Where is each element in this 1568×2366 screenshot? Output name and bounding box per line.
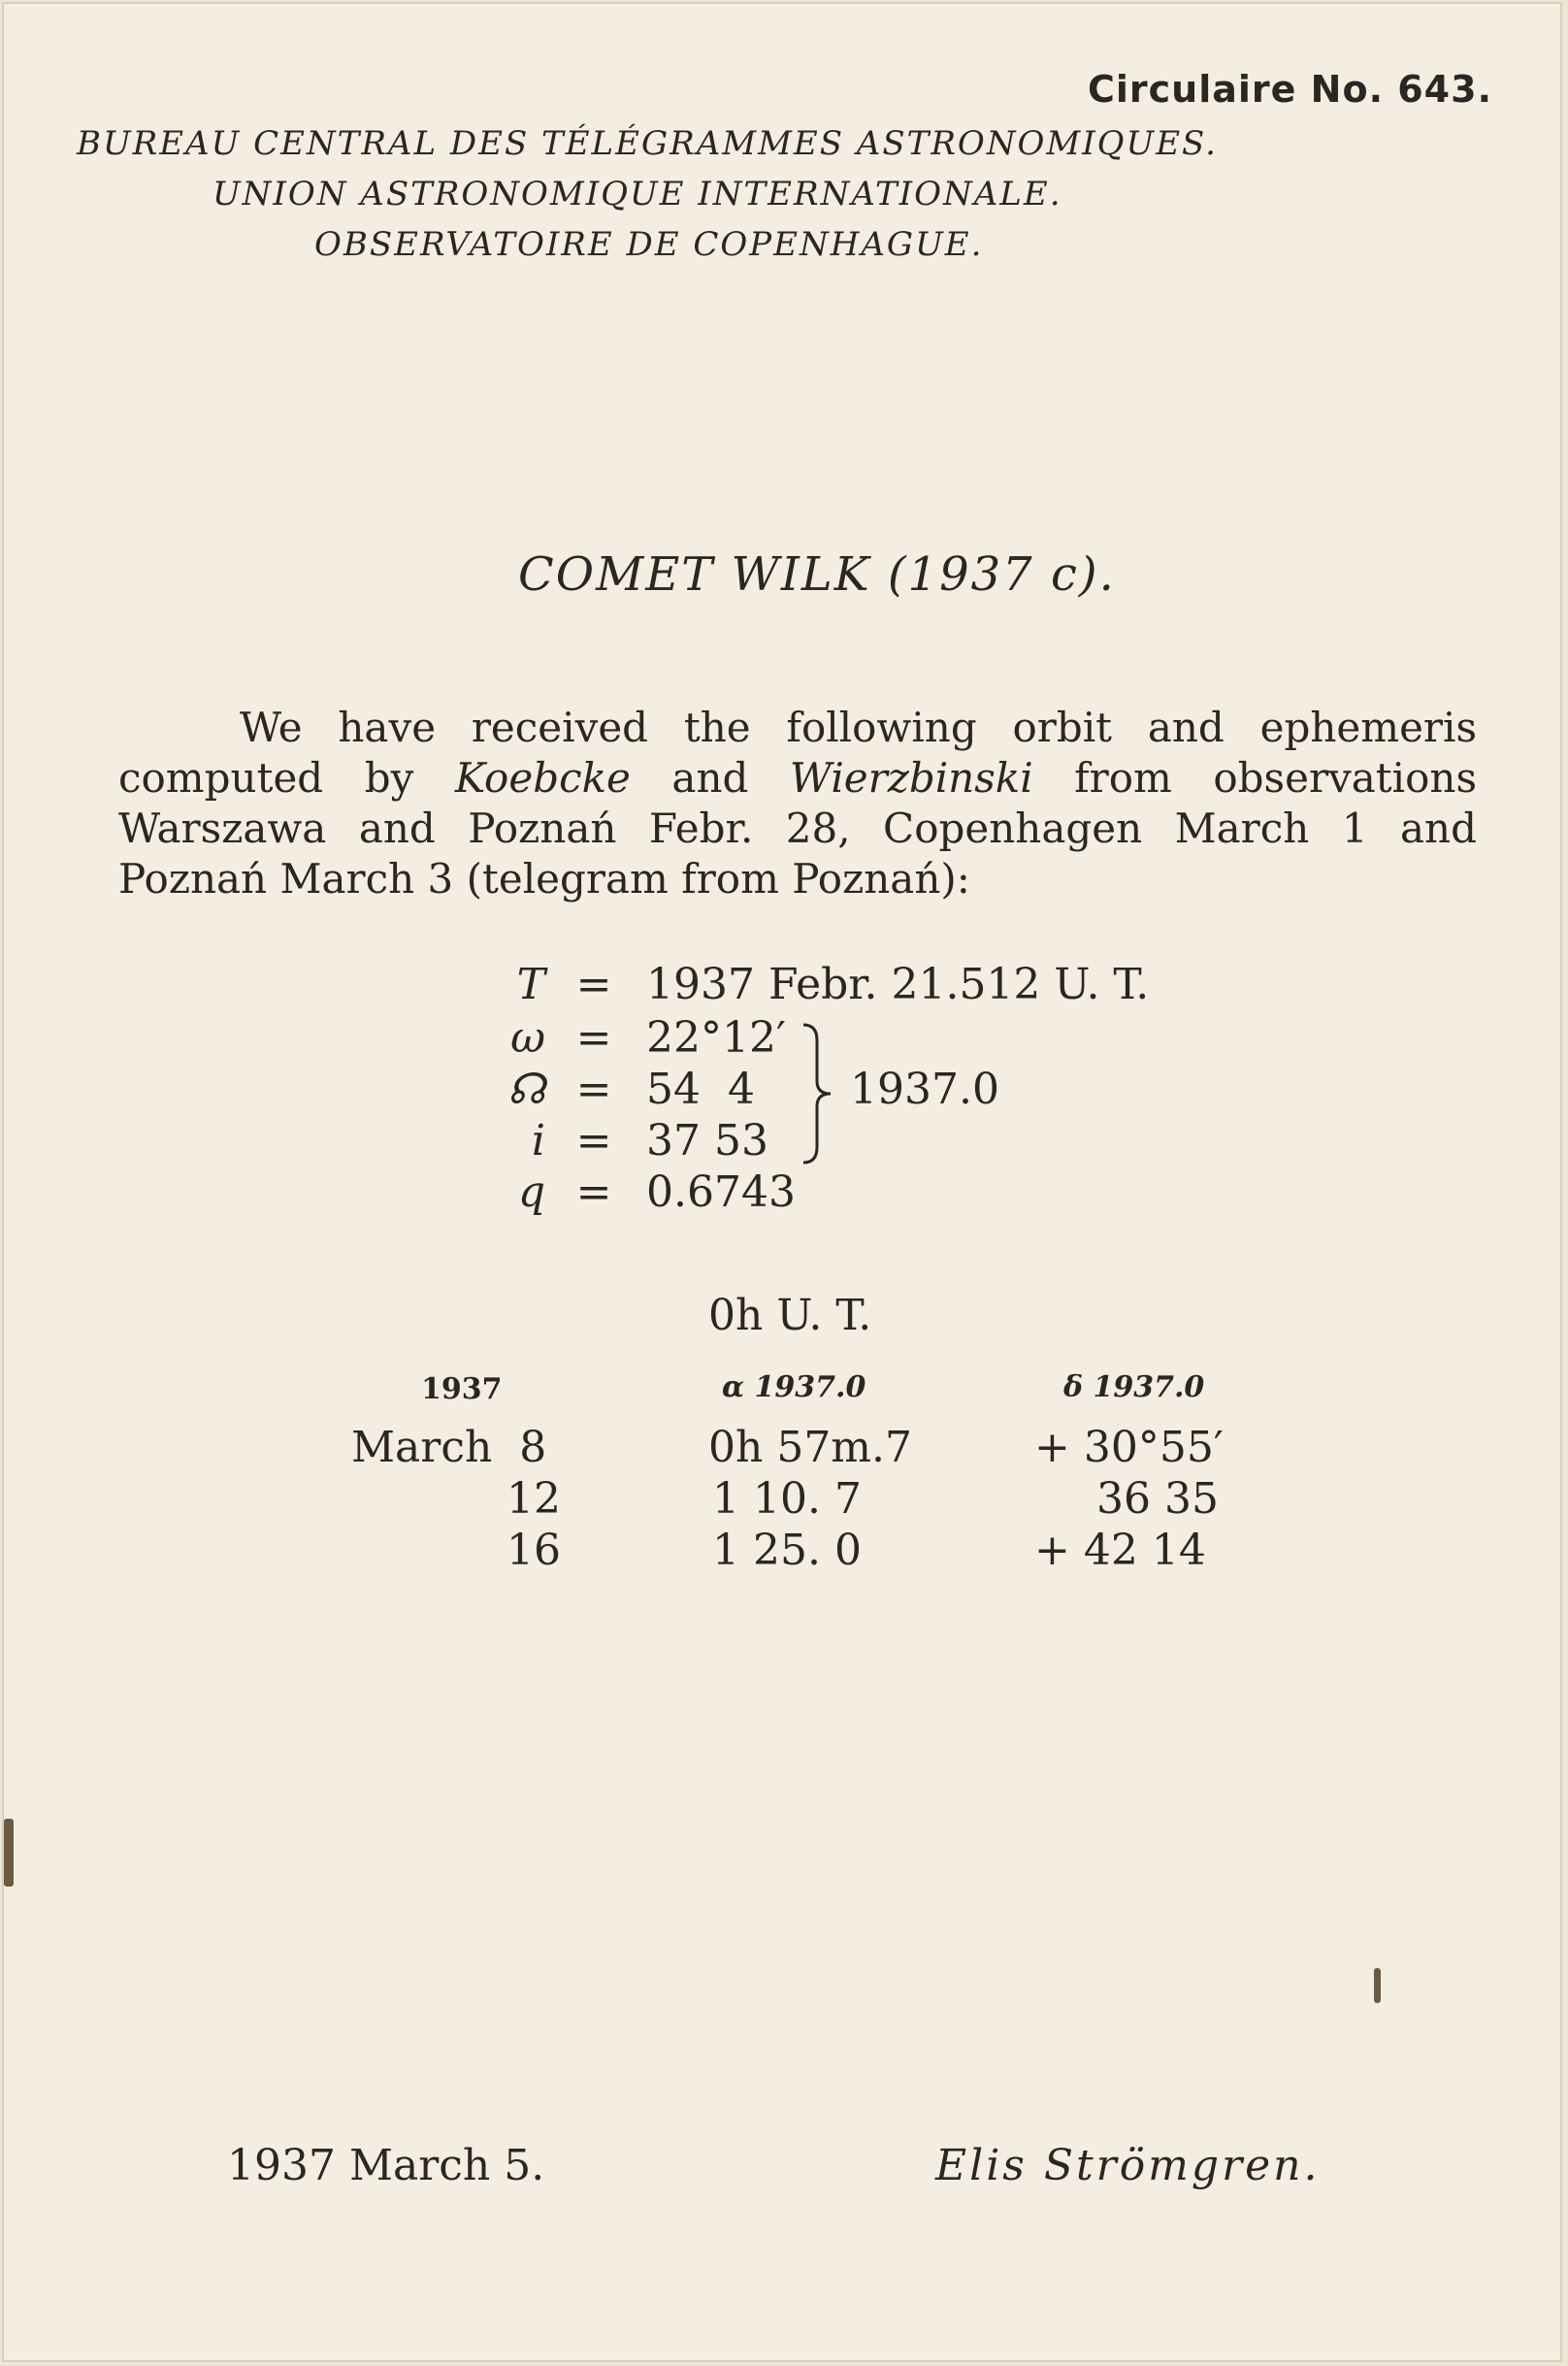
ephemeris-row-dec: + 30°55′ xyxy=(1034,1423,1224,1472)
ephemeris-row-date: 16 xyxy=(506,1526,561,1575)
orbit-brace xyxy=(800,1021,838,1167)
author-wierzbinski: Wierzbinski xyxy=(789,754,1033,802)
ephemeris-row-ra: 1 25. 0 xyxy=(712,1526,862,1575)
orbit-T-symbol: T xyxy=(516,960,545,1009)
footer-signature: Elis Strömgren. xyxy=(935,2141,1321,2190)
ephemeris-row-dec: 36 35 xyxy=(1096,1474,1219,1524)
ephemeris-col-delta: δ 1937.0 xyxy=(1063,1370,1205,1404)
ephemeris-row-ra: 0h 57m.7 xyxy=(708,1423,913,1472)
orbit-q-equals: = xyxy=(575,1167,612,1217)
orbit-incl-symbol: i xyxy=(531,1116,545,1166)
circular-number: Circulaire No. 643. xyxy=(1088,68,1492,111)
footer-date: 1937 March 5. xyxy=(227,2141,545,2190)
ephemeris-row-ra: 1 10. 7 xyxy=(712,1474,862,1524)
body-paragraph xyxy=(118,703,1477,904)
orbit-node-value: 54 4 xyxy=(646,1065,755,1114)
header-bureau: BUREAU CENTRAL DES TÉLÉGRAMMES ASTRONOMIQUES. xyxy=(77,124,1218,163)
header-observatory: OBSERVATOIRE DE COPENHAGUE. xyxy=(314,225,984,264)
para-text-1: We have received the following orbit and ephemeris computed by xyxy=(118,704,1477,802)
ephemeris-row-dec: + 42 14 xyxy=(1034,1526,1206,1575)
para-text-2: and xyxy=(630,754,790,802)
orbit-omega-equals: = xyxy=(575,1013,612,1063)
ephemeris-col-year: 1937 xyxy=(421,1372,503,1406)
paper-stain xyxy=(1374,1968,1381,2003)
orbit-node-equals: = xyxy=(575,1065,612,1114)
orbit-epoch: 1937.0 xyxy=(850,1065,999,1114)
circular-card xyxy=(2,2,1562,2362)
orbit-q-symbol: q xyxy=(517,1167,545,1217)
orbit-T-equals: = xyxy=(575,960,612,1009)
ephemeris-row-date: 12 xyxy=(506,1474,561,1524)
orbit-incl-equals: = xyxy=(575,1116,612,1166)
ephemeris-time-heading: 0h U. T. xyxy=(708,1291,872,1340)
ephemeris-col-alpha: α 1937.0 xyxy=(722,1370,866,1404)
orbit-incl-value: 37 53 xyxy=(646,1116,768,1166)
orbit-omega-symbol: ω xyxy=(510,1013,545,1063)
para-text-3: from observations Warszawa and Poznań Febr. 28, Copenhagen March 1 and Poznań March 3 (telegram from Poznań): xyxy=(118,754,1477,903)
comet-title: COMET WILK (1937 c). xyxy=(518,547,1116,602)
header-union: UNION ASTRONOMIQUE INTERNATIONALE. xyxy=(212,175,1062,214)
orbit-omega-value: 22°12′ xyxy=(646,1013,786,1063)
ephemeris-row-date: March 8 xyxy=(351,1423,547,1472)
orbit-T-value: 1937 Febr. 21.512 U. T. xyxy=(646,960,1150,1009)
author-koebcke: Koebcke xyxy=(454,754,631,802)
orbit-node-symbol: ☊ xyxy=(506,1065,545,1114)
orbit-q-value: 0.6743 xyxy=(646,1167,796,1217)
paper-stain xyxy=(4,1819,14,1887)
